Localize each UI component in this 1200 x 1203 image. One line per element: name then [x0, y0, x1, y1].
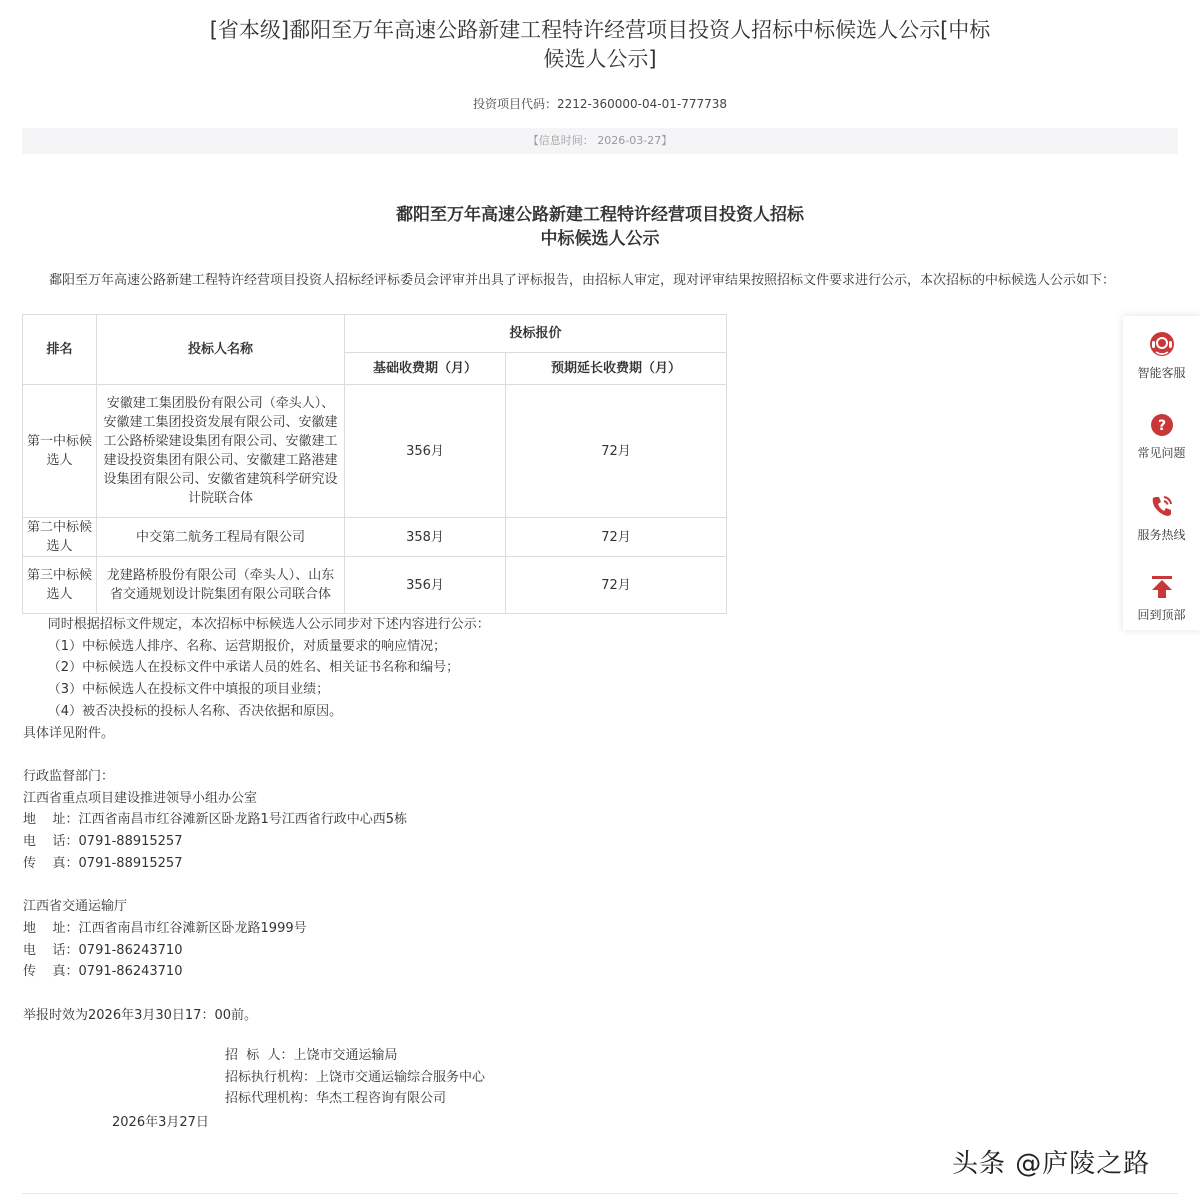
sidebar-item-hotline[interactable] [1123, 492, 1200, 543]
extension-period-cell: 72月 [506, 518, 727, 557]
body-line: （2）中标候选人在投标文件中承诺人员的姓名、相关证书名称和编号； [23, 660, 460, 676]
svg-text:?: ? [1157, 418, 1166, 434]
header-quote: 投标报价 [345, 315, 727, 353]
intro-paragraph [23, 270, 1180, 292]
rank-cell: 第二中标候选人 [23, 518, 97, 557]
sidebar-label: 服务热线 [1137, 528, 1186, 542]
header-extension-period: 预期延长收费期（月） [506, 353, 727, 385]
document-title-line1: 鄱阳至万年高速公路新建工程特许经营项目投资人招标 [396, 205, 804, 225]
body-line: 传 真：0791-88915257 [23, 855, 183, 871]
tenderer-line: 招 标 人：上饶市交通运输局 [225, 1048, 398, 1063]
extension-period-cell: 72月 [506, 385, 727, 518]
body-line: 地 址：江西省南昌市红谷滩新区卧龙路1999号 [23, 920, 307, 936]
bidder-cell: 龙建路桥股份有限公司（牵头人）、山东省交通规划设计院集团有限公司联合体 [97, 557, 345, 614]
body-line: 传 真：0791-86243710 [23, 964, 183, 980]
body-line: （4）被否决投标的投标人名称、否决依据和原因。 [23, 703, 343, 719]
phone-icon [1123, 492, 1200, 520]
body-line [23, 874, 723, 896]
body-line: 江西省交通运输厅 [23, 899, 128, 915]
table-row [23, 518, 727, 557]
intro-text: 鄱阳至万年高速公路新建工程特许经营项目投资人招标经评标委员会评审并出具了评标报告，由招标人审定，现对评审结果按照招标文件要求进行公示，本次招标的中标候选人公示如下： [49, 273, 1116, 288]
page-title-line1: [省本级]鄱阳至万年高速公路新建工程特许经营项目投资人招标中标候选人公示[中标 [209, 18, 991, 42]
body-line: 电 话：0791-86243710 [23, 942, 183, 958]
body-line: 江西省重点项目建设推进领导小组办公室 [23, 790, 258, 806]
candidate-table [22, 314, 727, 614]
bidder-cell: 安徽建工集团股份有限公司（牵头人）、安徽建工集团投资发展有限公司、安徽建工公路桥梁建设集团有限公司、安徽建工建设投资集团有限公司、安徽建工路港建设集团有限公司、安徽省建筑科学研究设计院联合体 [97, 385, 345, 518]
agent-line: 招标代理机构：华杰工程咨询有限公司 [225, 1091, 447, 1107]
body-line: 具体详见附件。 [23, 725, 115, 741]
sidebar-item-customer-service[interactable] [1123, 330, 1200, 381]
sidebar-item-back-to-top[interactable] [1123, 574, 1200, 623]
divider [22, 1193, 1178, 1194]
rank-cell: 第一中标候选人 [23, 385, 97, 518]
sidebar-label: 智能客服 [1137, 366, 1186, 380]
question-icon [1123, 412, 1200, 438]
bidder-cell: 中交第二航务工程局有限公司 [97, 518, 345, 557]
body-line: 行政监督部门： [23, 768, 115, 784]
body-line [23, 744, 723, 766]
info-time-bar [22, 128, 1178, 154]
page-title [150, 16, 1050, 74]
customer-service-icon [1123, 330, 1200, 358]
body-line: 同时根据招标文件规定，本次招标中标候选人公示同步对下述内容进行公示： [23, 617, 490, 632]
body-line: 地 址：江西省南昌市红谷滩新区卧龙路1号江西省行政中心西5栋 [23, 812, 408, 828]
base-period-cell: 356月 [345, 557, 506, 614]
body-line: （3）中标候选人在投标文件中填报的项目业绩； [23, 682, 330, 698]
base-period-cell: 358月 [345, 518, 506, 557]
document-title [0, 203, 1200, 251]
header-base-period: 基础收费期（月） [345, 353, 506, 385]
floating-sidebar [1123, 316, 1200, 630]
signature-date: 2026年3月27日 [112, 1115, 209, 1130]
document-title-line2: 中标候选人公示 [540, 229, 660, 249]
extension-period-cell: 72月 [506, 557, 727, 614]
body-line: （1）中标候选人排序、名称、运营期报价，对质量要求的响应情况； [23, 638, 447, 654]
project-code: 投资项目代码：2212-360000-04-01-777738 [472, 97, 728, 111]
back-to-top-icon [1123, 574, 1200, 600]
table-row [23, 385, 727, 518]
sidebar-label: 常见问题 [1137, 446, 1186, 460]
signature-block [225, 1045, 485, 1110]
sidebar-label: 回到顶部 [1137, 608, 1186, 622]
page-title-line2: 候选人公示] [543, 47, 657, 71]
watermark: 头条 @庐陵之路 [952, 1149, 1151, 1179]
base-period-cell: 356月 [345, 385, 506, 518]
rank-cell: 第三中标候选人 [23, 557, 97, 614]
sidebar-item-faq[interactable] [1123, 412, 1200, 461]
body-line: 电 话：0791-88915257 [23, 834, 183, 850]
header-rank: 排名 [23, 315, 97, 385]
body-line [23, 983, 723, 1005]
header-bidder: 投标人名称 [97, 315, 345, 385]
executor-line: 招标执行机构：上饶市交通运输综合服务中心 [225, 1069, 486, 1085]
body-text [23, 614, 723, 1026]
info-time: 【信息时间： 2026-03-27】 [527, 134, 673, 147]
body-line: 举报时效为2026年3月30日17：00前。 [23, 1007, 257, 1023]
table-row [23, 557, 727, 614]
